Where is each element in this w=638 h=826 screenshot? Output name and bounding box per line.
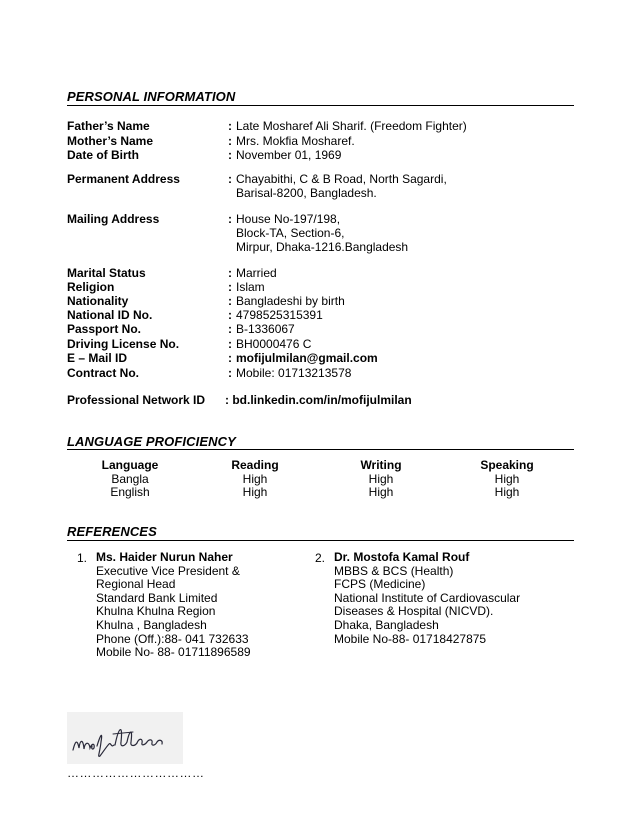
signature-scribble-icon: [67, 712, 183, 764]
reference-line: Mobile No-88- 01718427875: [334, 631, 487, 646]
personal-information-heading: PERSONAL INFORMATION: [67, 89, 236, 104]
field-colon: :: [228, 280, 232, 294]
reference-number: 1.: [77, 551, 88, 565]
field-value: 4798525315391: [236, 308, 323, 322]
field-value: Bangladeshi by birth: [236, 294, 345, 308]
reference-line: Khulna Khulna Region: [96, 604, 216, 619]
field-colon: :: [228, 308, 232, 322]
table-cell: High: [368, 472, 394, 486]
field-colon: :: [228, 148, 232, 162]
reference-line: Diseases & Hospital (NICVD).: [334, 604, 494, 619]
personal-information-divider: [67, 105, 574, 106]
field-value: Mrs. Mokfia Mosharef.: [236, 134, 355, 148]
table-cell: High: [494, 472, 520, 486]
table-cell: High: [242, 485, 268, 499]
field-colon: :: [228, 351, 232, 365]
field-label: Permanent Address: [67, 172, 180, 186]
reference-name: Ms. Haider Nurun Naher: [96, 550, 233, 564]
reference-line: Phone (Off.):88- 041 732633: [96, 631, 249, 646]
linkedin-value: : bd.linkedin.com/in/mofijulmilan: [225, 393, 412, 407]
field-colon: :: [228, 119, 232, 133]
field-value: Islam: [236, 280, 265, 294]
field-continuation: Mirpur, Dhaka-1216.Bangladesh: [236, 240, 409, 254]
field-value: November 01, 1969: [236, 148, 342, 162]
field-colon: :: [228, 172, 232, 186]
field-value: Chayabithi, C & B Road, North Sagardi,: [236, 172, 447, 186]
field-label: Mother’s Name: [67, 134, 154, 148]
field-label: Contract No.: [67, 366, 139, 380]
field-colon: :: [228, 212, 232, 226]
signature-image: [67, 712, 183, 764]
column-header-language: Language: [101, 458, 159, 472]
field-label: Driving License No.: [67, 337, 180, 351]
field-value: Late Mosharef Ali Sharif. (Freedom Fighter): [236, 119, 467, 133]
field-colon: :: [228, 134, 232, 148]
reference-line: Mobile No- 88- 01711896589: [96, 645, 251, 660]
references-heading: REFERENCES: [67, 524, 157, 539]
field-value: Married: [236, 266, 277, 280]
column-header-speaking: Speaking: [480, 458, 534, 472]
table-cell: High: [242, 472, 268, 486]
table-cell: High: [494, 485, 520, 499]
field-colon: :: [228, 266, 232, 280]
reference-number: 2.: [315, 551, 326, 565]
reference-line: MBBS & BCS (Health): [334, 563, 454, 578]
field-value: B-1336067: [236, 322, 295, 336]
field-value: Mobile: 01713213578: [236, 366, 352, 380]
field-colon: :: [228, 294, 232, 308]
table-cell: High: [368, 485, 394, 499]
field-colon: :: [228, 322, 232, 336]
field-label: National ID No.: [67, 308, 153, 322]
field-label: E – Mail ID: [67, 351, 128, 365]
field-label: Nationality: [67, 294, 129, 308]
field-label: Professional Network ID: [67, 393, 206, 407]
reference-line: Standard Bank Limited: [96, 590, 218, 605]
reference-name: Dr. Mostofa Kamal Rouf: [334, 550, 470, 564]
signature-line: ……………………………: [67, 766, 205, 780]
column-header-reading: Reading: [231, 458, 279, 472]
field-value: BH0000476 C: [236, 337, 312, 351]
field-label: Mailing Address: [67, 212, 160, 226]
table-cell: Bangla: [111, 472, 149, 486]
field-colon: :: [228, 337, 232, 351]
field-label: Marital Status: [67, 266, 146, 280]
email-value: mofijulmilan@gmail.com: [236, 351, 378, 365]
field-value: House No-197/198,: [236, 212, 341, 226]
column-header-writing: Writing: [360, 458, 402, 472]
language-proficiency-heading: LANGUAGE PROFICIENCY: [67, 434, 236, 449]
reference-line: Dhaka, Bangladesh: [334, 617, 439, 632]
reference-line: Executive Vice President &: [96, 563, 240, 578]
field-label: Father’s Name: [67, 119, 150, 133]
reference-line: Regional Head: [96, 577, 176, 592]
reference-line: Khulna , Bangladesh: [96, 617, 207, 632]
field-continuation: Barisal-8200, Bangladesh.: [236, 186, 377, 200]
field-colon: :: [228, 366, 232, 380]
references-divider: [67, 540, 574, 541]
field-label: Passport No.: [67, 322, 142, 336]
reference-line: FCPS (Medicine): [334, 577, 426, 592]
field-label: Date of Birth: [67, 148, 139, 162]
language-proficiency-divider: [67, 449, 574, 450]
field-label: Religion: [67, 280, 115, 294]
reference-line: National Institute of Cardiovascular: [334, 590, 521, 605]
field-continuation: Block-TA, Section-6,: [236, 226, 345, 240]
table-cell: English: [110, 485, 150, 499]
